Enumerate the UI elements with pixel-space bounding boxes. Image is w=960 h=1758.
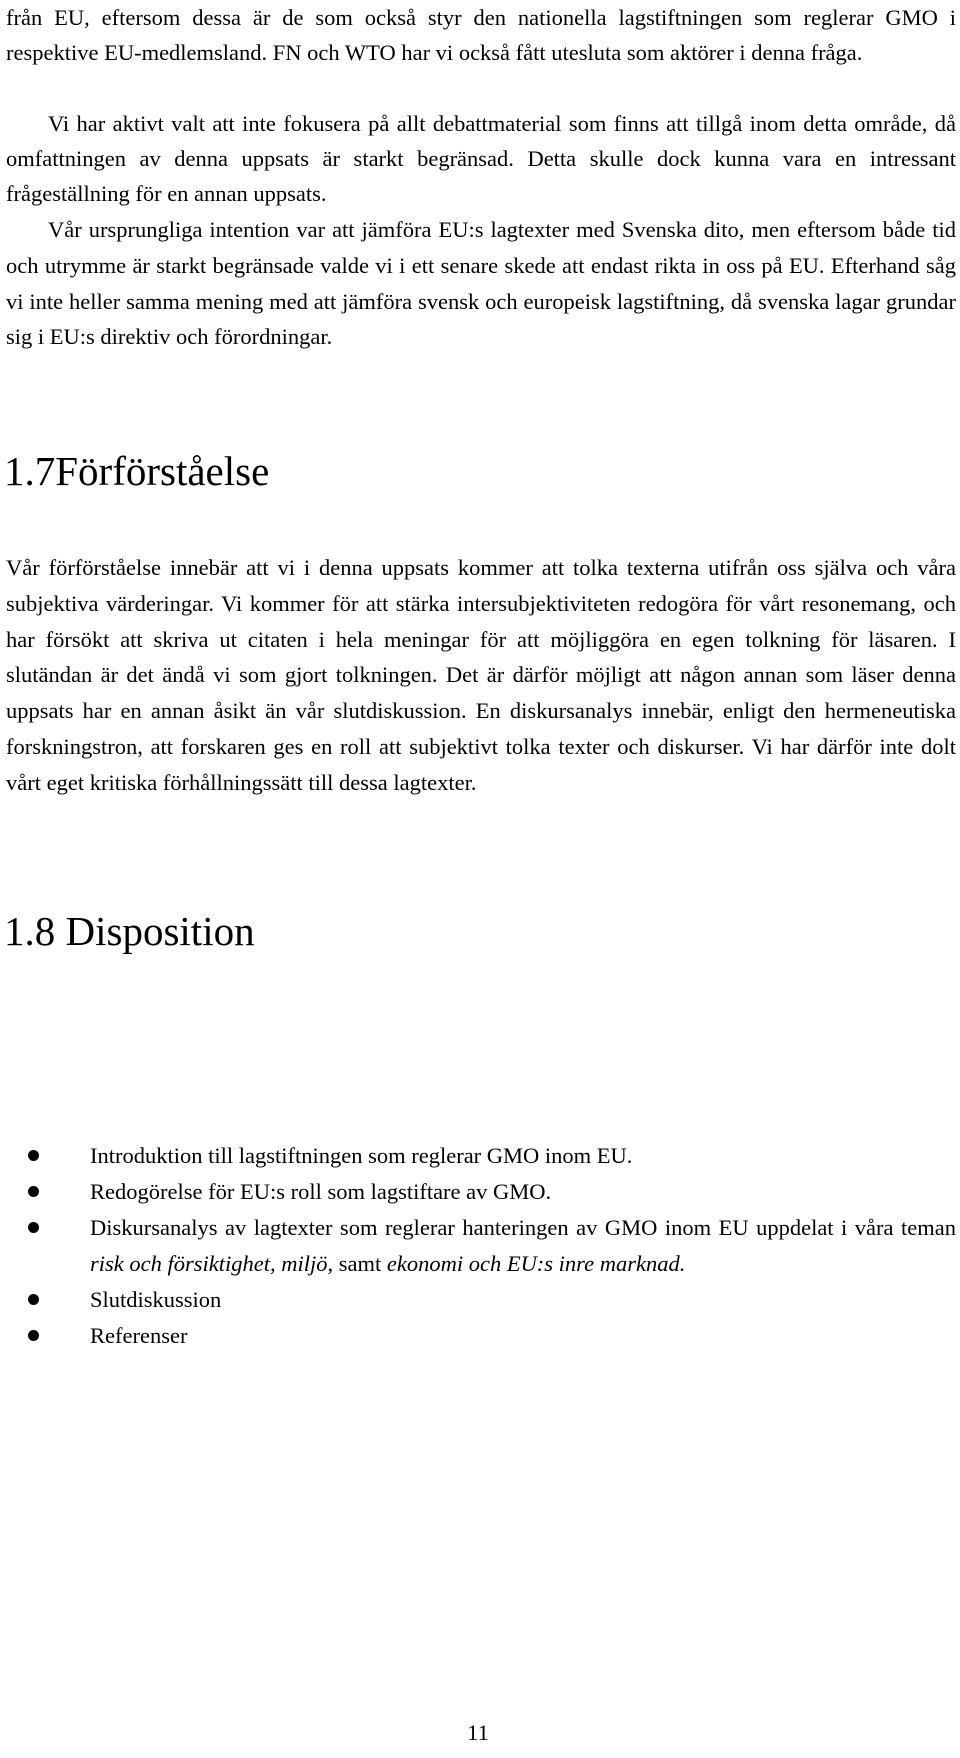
list-item bbox=[0, 1174, 956, 1210]
page-number: 11 bbox=[467, 1720, 489, 1745]
list-item bbox=[0, 1210, 956, 1282]
paragraph-forforstaelse: Vår förförståelse innebär att vi i denna uppsats kommer att tolka texterna utifrån oss själva och våra subjektiva värderingar. Vi kommer för att stärka intersubjektiviteten redogöra för vårt resonemang, och har försökt att skriva ut citaten i hela meningar för att möjliggöra en egen tolkning för läsaren. I slutändan är det ändå vi som gjort tolkningen. Det är därför möjligt att någon annan som läser denna uppsats har en annan åsikt än vår slutdiskussion. En diskursanalys innebär, enligt den hermeneutiska forskningstron, att forskaren ges en roll att subjektivt tolka texter och diskurser. Vi har därför inte dolt vårt eget kritiska förhållningssätt till dessa lagtexter. bbox=[6, 555, 956, 795]
list-item-text: Slutdiskussion bbox=[90, 1287, 222, 1312]
paragraph-scope-continuation: från EU, eftersom dessa är de som också styr den nationella lagstiftningen som reglerar GMO i respektive EU-medlemsland. FN och WTO har vi också fått utesluta som aktörer i denna fråga. bbox=[6, 5, 956, 66]
list-item-italic-themes: risk och försiktighet, miljö bbox=[90, 1251, 328, 1276]
paragraph-debate-material: Vi har aktivt valt att inte fokusera på allt debattmaterial som finns att tillgå inom detta område, då omfattningen av denna uppsats är starkt begränsad. Detta skulle dock kunna vara en intressant frågeställning för en annan uppsats. bbox=[6, 111, 956, 207]
list-item bbox=[0, 1282, 956, 1318]
bullet-icon bbox=[28, 1330, 39, 1341]
list-item-text: Redogörelse för EU:s roll som lagstiftare av GMO. bbox=[90, 1179, 552, 1204]
bullet-icon bbox=[28, 1150, 39, 1161]
bullet-icon bbox=[28, 1294, 39, 1305]
section-heading-disposition: 1.8 Disposition bbox=[4, 908, 255, 954]
list-item-italic-economy: ekonomi och EU:s inre marknad. bbox=[386, 1251, 686, 1276]
list-item-text: Introduktion till lagstiftningen som reglerar GMO inom EU. bbox=[90, 1143, 633, 1168]
paragraph-original-intention: Vår ursprungliga intention var att jämföra EU:s lagtexter med Svenska dito, men eftersom både tid och utrymme är starkt begränsade valde vi i ett senare skede att endast rikta in oss på EU. Efterhand såg vi inte heller samma mening med att jämföra svensk och europeisk lagstiftning, då svenska lagar grundar sig i EU:s direktiv och förordningar. bbox=[6, 217, 956, 350]
section-heading-forforstaelse: 1.7Förförståelse bbox=[4, 448, 270, 494]
list-item bbox=[0, 1318, 956, 1354]
bullet-icon bbox=[28, 1222, 39, 1233]
disposition-list bbox=[0, 1138, 960, 1354]
bullet-icon bbox=[28, 1186, 39, 1197]
list-item-text: Referenser bbox=[90, 1323, 188, 1348]
list-item-text: , samt bbox=[327, 1251, 387, 1276]
list-item bbox=[0, 1138, 956, 1174]
list-item-text: Diskursanalys av lagtexter som reglerar hanteringen av GMO inom EU uppdelat i våra teman bbox=[90, 1215, 956, 1240]
